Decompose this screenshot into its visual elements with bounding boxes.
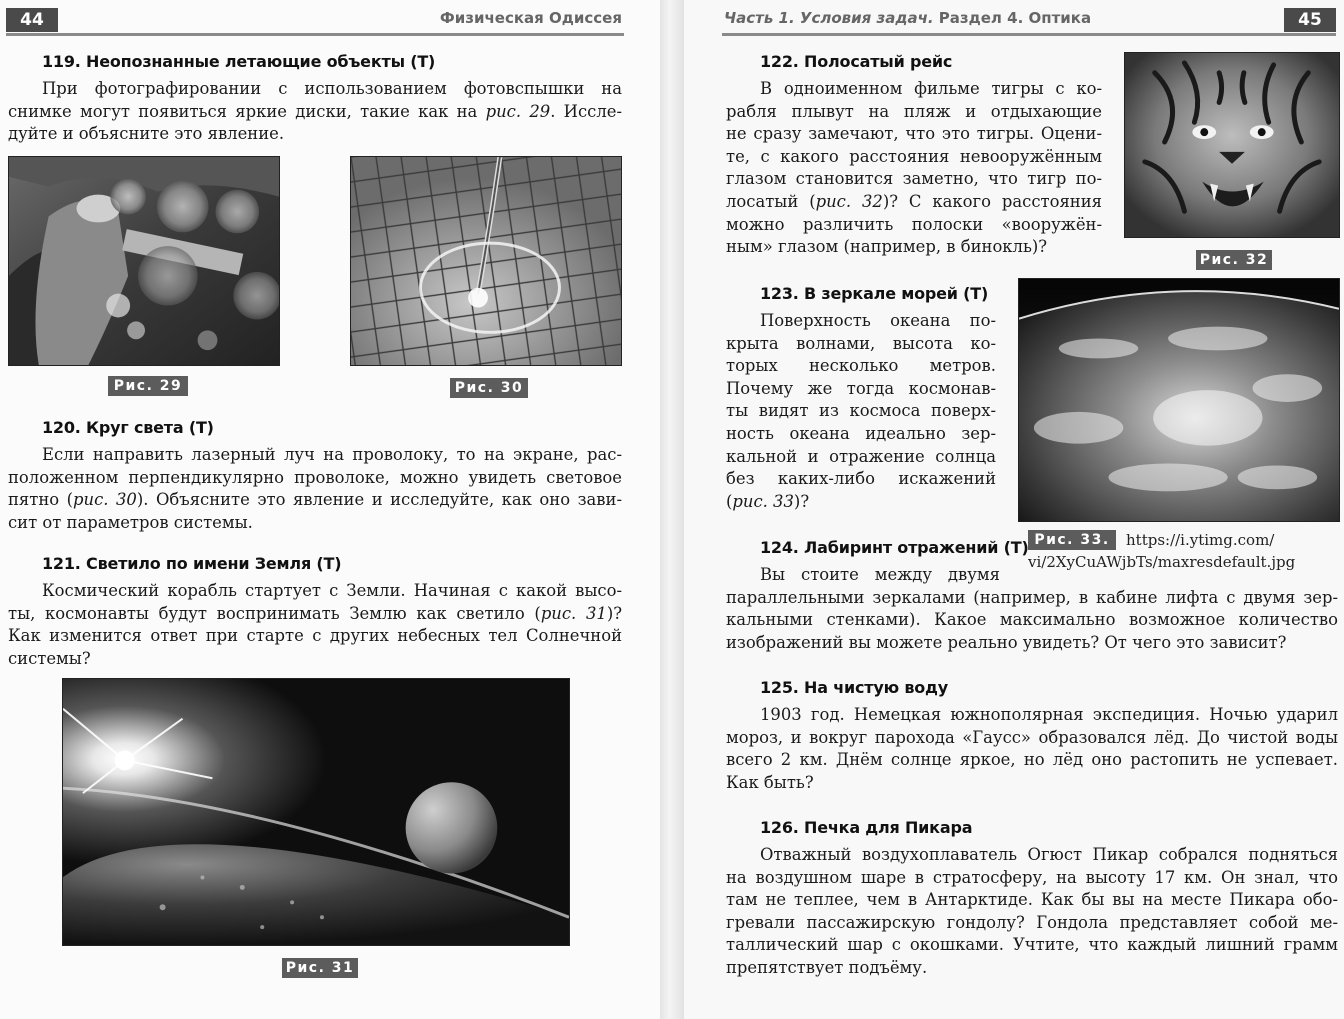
problem-122-text xyxy=(726,78,1102,259)
figure-32-photo xyxy=(1124,52,1340,238)
page-number-right: 45 xyxy=(1284,8,1336,32)
text-line: системы? xyxy=(8,648,91,668)
text-line: положенном перпендикулярно проволоке, можно увидеть световое xyxy=(8,467,622,487)
text-line: без каких-либо искажений xyxy=(726,469,996,489)
text-line: таллический шар с окошками. Учтите, что каждый лишний грамм xyxy=(726,935,1338,955)
text-line: изображений вы можете реально увидеть? От чего это зависит? xyxy=(726,632,1287,652)
text-line: (рис. 33)? xyxy=(726,491,810,511)
problem-124-heading: 124. Лабиринт отражений (Т) xyxy=(760,538,1029,557)
figure-31-caption: Рис. 31 xyxy=(282,958,358,978)
problem-121-heading: 121. Светило по имени Земля (Т) xyxy=(42,554,342,573)
problem-122-heading: 122. Полосатый рейс xyxy=(760,52,953,71)
text-line: глазом становится заметно, что тигр по- xyxy=(726,169,1102,189)
running-title-right: Часть 1. Условия задач. Раздел 4. Оптика xyxy=(724,9,1092,27)
text-line: кальной и отражение солнца xyxy=(726,446,996,466)
text-line: ным» глазом (например, в бинокль)? xyxy=(726,237,1048,257)
text-line: Если направить лазерный луч на проволоку, то на экране, рас- xyxy=(42,445,622,464)
text-line: Как изменится ответ при старте с других небесных тел Солнечной xyxy=(8,626,622,646)
text-line: рабля плывут на пляж и отдыхающие xyxy=(726,101,1102,121)
text-line: ты, космонавты будут воспринимать Землю как светило (рис. 31)? xyxy=(8,603,622,623)
text-line: пятно (рис. 30). Объясните это явление и исследуйте, как оно зави- xyxy=(8,490,622,510)
text-line: Вы стоите между двумя xyxy=(760,565,1000,584)
figure-33-source-url-line1: https://i.ytimg.com/ xyxy=(1126,531,1275,549)
figure-29-photo xyxy=(8,156,280,366)
text-line: ность океана идеально зер- xyxy=(726,423,996,443)
problem-119-heading: 119. Неопознанные летающие объекты (Т) xyxy=(42,52,436,71)
running-title-left: Физическая Одиссея xyxy=(439,9,622,27)
text-line: Как быть? xyxy=(726,772,814,792)
text-line: всего 2 км. Днём солнце яркое, но лёд оно растопить не успевает. xyxy=(726,750,1338,770)
text-line: лосатый (рис. 32)? С какого расстояния xyxy=(726,191,1103,211)
figure-32-caption: Рис. 32 xyxy=(1196,250,1272,270)
figure-33-source-url-line2: vi/2XyCuAWjbTs/maxresdefault.jpg xyxy=(1028,553,1296,571)
problem-121-text xyxy=(8,580,622,670)
figure-29-caption: Рис. 29 xyxy=(108,376,188,396)
text-line: 1903 год. Немецкая южнополярная экспедиция. Ночью ударил xyxy=(760,705,1338,724)
figure-31-photo xyxy=(62,678,570,946)
text-line: Космический корабль стартует с Земли. Начиная с какой высо- xyxy=(42,581,622,600)
text-line: гревали пассажирскую гондолу? Гондола представляет собой ме- xyxy=(726,912,1338,932)
text-line: Отважный воздухоплаватель Огюст Пикар собрался подняться xyxy=(760,845,1338,864)
text-line: В одноименном фильме тигры с ко- xyxy=(760,79,1102,98)
figure-33-photo xyxy=(1018,278,1340,522)
running-header-right xyxy=(722,8,1336,36)
text-line: снимке могут появиться яркие диски, такие как на рис. 29. Иссле- xyxy=(8,101,622,121)
figure-30-caption: Рис. 30 xyxy=(450,378,528,398)
running-header-left xyxy=(6,8,624,36)
problem-119-text xyxy=(8,78,622,146)
problem-120-text xyxy=(8,444,622,534)
page-number-left: 44 xyxy=(6,8,58,32)
problem-125-heading: 125. На чистую воду xyxy=(760,678,948,697)
problem-124-text xyxy=(726,564,1338,654)
problem-126-text xyxy=(726,844,1338,980)
right-page xyxy=(684,0,1344,1019)
text-line: те, с какого расстояния невооружённым xyxy=(726,146,1102,166)
text-line: там не теплее, чем в Антарктиде. Как бы вы на месте Пикара обо- xyxy=(726,890,1338,910)
text-line: кальными стенками). Какое максимально возможное количество xyxy=(726,610,1338,630)
text-line: торых несколько метров. xyxy=(726,356,996,376)
text-line: не сразу замечают, что это тигры. Оцени- xyxy=(726,124,1102,144)
text-line: можно различить полоски «вооружён- xyxy=(726,214,1102,234)
text-line: Поверхность океана по- xyxy=(760,311,996,330)
book-gutter xyxy=(660,0,684,1019)
text-line: на воздушном шаре в стратосферу, на высоту 17 км. Он знал, что xyxy=(726,867,1338,887)
text-line: ты видят из космоса поверх- xyxy=(726,401,996,421)
text-line: препятствует подъёму. xyxy=(726,957,928,977)
problem-123-text xyxy=(726,310,996,513)
problem-125-text xyxy=(726,704,1338,794)
figure-33-caption: Рис. 33. xyxy=(1028,530,1116,550)
problem-120-heading: 120. Круг света (Т) xyxy=(42,418,214,437)
text-line: дуйте и объясните это явление. xyxy=(8,124,285,144)
text-line: мороз, и вокруг парохода «Гаусс» образовался лёд. До чистой воды xyxy=(726,727,1338,747)
problem-126-heading: 126. Печка для Пикара xyxy=(760,818,973,837)
text-line: При фотографировании с использованием фотовспышки на xyxy=(42,79,622,98)
figure-30-photo xyxy=(350,156,622,366)
problem-123-heading: 123. В зеркале морей (Т) xyxy=(760,284,989,303)
text-line: крыта волнами, высота ко- xyxy=(726,333,996,353)
text-line: сит от параметров системы. xyxy=(8,512,253,532)
left-page xyxy=(0,0,660,1019)
text-line: параллельными зеркалами (например, в кабине лифта с двумя зер- xyxy=(726,587,1338,607)
text-line: Почему же тогда космонав- xyxy=(726,378,996,398)
